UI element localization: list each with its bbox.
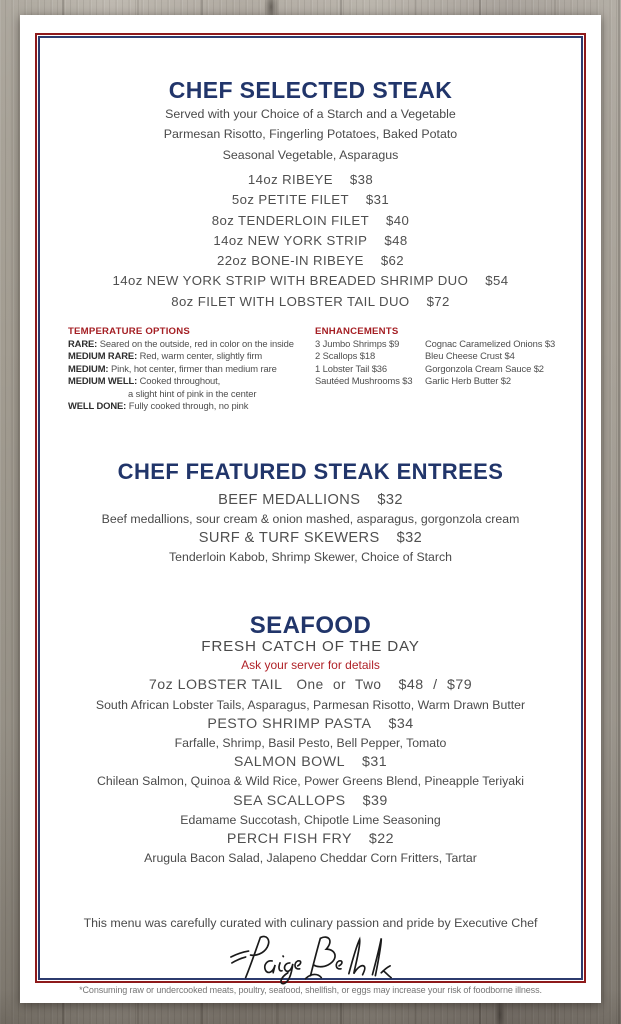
seafood-note: Ask your server for details (241, 658, 380, 673)
seafood-items-list (38, 637, 583, 868)
enhancements-heading: ENHANCEMENTS (315, 326, 399, 337)
enhancement-item: 1 Lobster Tail $36 (315, 362, 388, 374)
item-description: Farfalle, Shrimp, Basil Pesto, Bell Pepper, Tomato (174, 736, 447, 751)
chef-signature (38, 930, 583, 985)
temp-option-label: MEDIUM: (68, 362, 109, 374)
seafood-subtitle: FRESH CATCH OF THE DAY (201, 638, 420, 655)
menu-item (38, 251, 583, 271)
item-name: 22oz BONE-IN RIBEYE (216, 253, 364, 269)
menu-item (38, 231, 583, 251)
temperature-and-enhancements (68, 325, 568, 412)
item-price: $32 (377, 492, 403, 508)
temperature-options-heading: TEMPERATURE OPTIONS (68, 326, 190, 337)
item-price: $38 (349, 172, 374, 187)
item-name: SEA SCALLOPS (233, 792, 346, 809)
menu-item (38, 190, 583, 210)
temp-option-label: MEDIUM WELL: (68, 375, 138, 387)
item-description: Beef medallions, sour cream & onion mashed, asparagus, gorgonzola cream (101, 512, 520, 526)
enhancements-block (315, 325, 555, 412)
item-price: $48 (384, 232, 408, 248)
menu-item (38, 753, 583, 772)
item-price: $39 (362, 792, 388, 809)
temp-option-label: RARE: (68, 338, 98, 349)
menu-item (38, 715, 583, 734)
temp-option (68, 375, 315, 387)
item-name: SALMON BOWL (233, 754, 345, 771)
enhancements-columns (315, 338, 555, 388)
item-description: Arugula Bacon Salad, Jalapeno Cheddar Corn Fritters, Tartar (144, 851, 477, 866)
subtitle-line: Served with your Choice of a Starch and a Vegetable (165, 107, 456, 121)
item-description: Edamame Succotash, Chipotle Lime Seasoning (180, 812, 441, 827)
item-name: PERCH FISH FRY (226, 831, 352, 848)
item-name: 7oz LOBSTER TAIL (148, 677, 283, 694)
menu-item (38, 271, 583, 291)
menu-item (38, 170, 583, 190)
item-name: 14oz RIBEYE (247, 172, 333, 187)
item-name: 14oz NEW YORK STRIP (213, 232, 368, 248)
menu-item (38, 529, 583, 548)
menu-item (38, 675, 583, 695)
steak-section-subtitle (38, 104, 583, 165)
enhancement-item: Gorgonzola Cream Sauce $2 (425, 362, 544, 374)
enhancement-item: Garlic Herb Butter $2 (425, 375, 511, 387)
temp-option-desc: Seared on the outside, red in color on the inside (99, 338, 294, 349)
item-qualifier: One or Two (296, 677, 382, 693)
steak-items-list (38, 170, 583, 312)
item-price: $34 (388, 715, 414, 732)
menu-item (38, 830, 583, 849)
menu-item (38, 792, 583, 811)
temp-option-label: WELL DONE: (68, 400, 127, 412)
item-price: $32 (396, 530, 423, 546)
item-price: $31 (365, 192, 390, 208)
featured-section-title: CHEF FEATURED STEAK ENTREES (117, 459, 504, 484)
item-name: BEEF MEDALLIONS (218, 492, 361, 508)
item-price: $62 (380, 253, 405, 269)
steak-section-title: CHEF SELECTED STEAK (168, 77, 453, 103)
item-name: PESTO SHRIMP PASTA (207, 715, 372, 732)
temp-option-desc: Cooked throughout, (139, 375, 221, 387)
featured-items-list (38, 491, 583, 567)
signature-drawing (225, 930, 397, 985)
item-description: Tenderloin Kabob, Shrimp Skewer, Choice of Starch (169, 550, 452, 564)
item-description: South African Lobster Tails, Asparagus, Parmesan Risotto, Warm Drawn Butter (95, 697, 526, 712)
item-name: 8oz TENDERLOIN FILET (211, 212, 370, 228)
temp-option-desc: Pink, hot center, firmer than medium rare (110, 362, 277, 374)
menu-item (38, 211, 583, 231)
enhancement-item: Cognac Caramelized Onions $3 (425, 338, 556, 349)
temp-option-desc: Red, warm center, slightly firm (139, 350, 263, 362)
temp-option (68, 400, 315, 412)
item-price: $22 (368, 831, 395, 848)
enhancements-column-1 (315, 338, 425, 388)
temp-option (68, 338, 315, 350)
enhancement-item: 2 Scallops $18 (315, 350, 376, 362)
health-disclaimer: *Consuming raw or undercooked meats, poultry, seafood, shellfish, or eggs may increase your risk of foodborne illness. (79, 985, 542, 995)
curated-by-line: This menu was carefully curated with culinary passion and pride by Executive Chef (83, 916, 538, 930)
enhancements-column-2 (425, 338, 555, 388)
menu-paper (20, 15, 601, 1003)
item-name: 8oz FILET WITH LOBSTER TAIL DUO (171, 293, 410, 309)
subtitle-line: Seasonal Vegetable, Asparagus (222, 147, 399, 162)
item-price: $54 (485, 273, 509, 289)
item-price: $31 (361, 754, 388, 771)
enhancement-item: Bleu Cheese Crust $4 (425, 350, 515, 362)
subtitle-line: Parmesan Risotto, Fingerling Potatoes, Baked Potato (163, 127, 458, 142)
item-price: $48 / $79 (398, 677, 473, 694)
item-name: 14oz NEW YORK STRIP WITH BREADED SHRIMP DUO (112, 273, 469, 289)
temp-option-desc: Fully cooked through, no pink (128, 400, 249, 412)
item-name: 5oz PETITE FILET (231, 192, 349, 208)
temperature-options-block (68, 325, 315, 412)
enhancement-item: 3 Jumbo Shrimps $9 (315, 338, 400, 349)
menu-item (38, 292, 583, 312)
temp-option (68, 350, 315, 362)
temp-option (68, 363, 315, 375)
item-description: Chilean Salmon, Quinoa & Wild Rice, Power Greens Blend, Pineapple Teriyaki (97, 774, 524, 789)
temp-option-continuation: a slight hint of pink in the center (128, 387, 257, 399)
item-name: SURF & TURF SKEWERS (198, 530, 380, 546)
seafood-section-title: SEAFOOD (249, 612, 372, 639)
item-price: $72 (426, 293, 450, 309)
menu-item (38, 491, 583, 510)
item-price: $40 (386, 212, 410, 228)
temp-option-label: MEDIUM RARE: (68, 350, 138, 362)
enhancement-item: Sautéed Mushrooms $3 (315, 375, 413, 387)
